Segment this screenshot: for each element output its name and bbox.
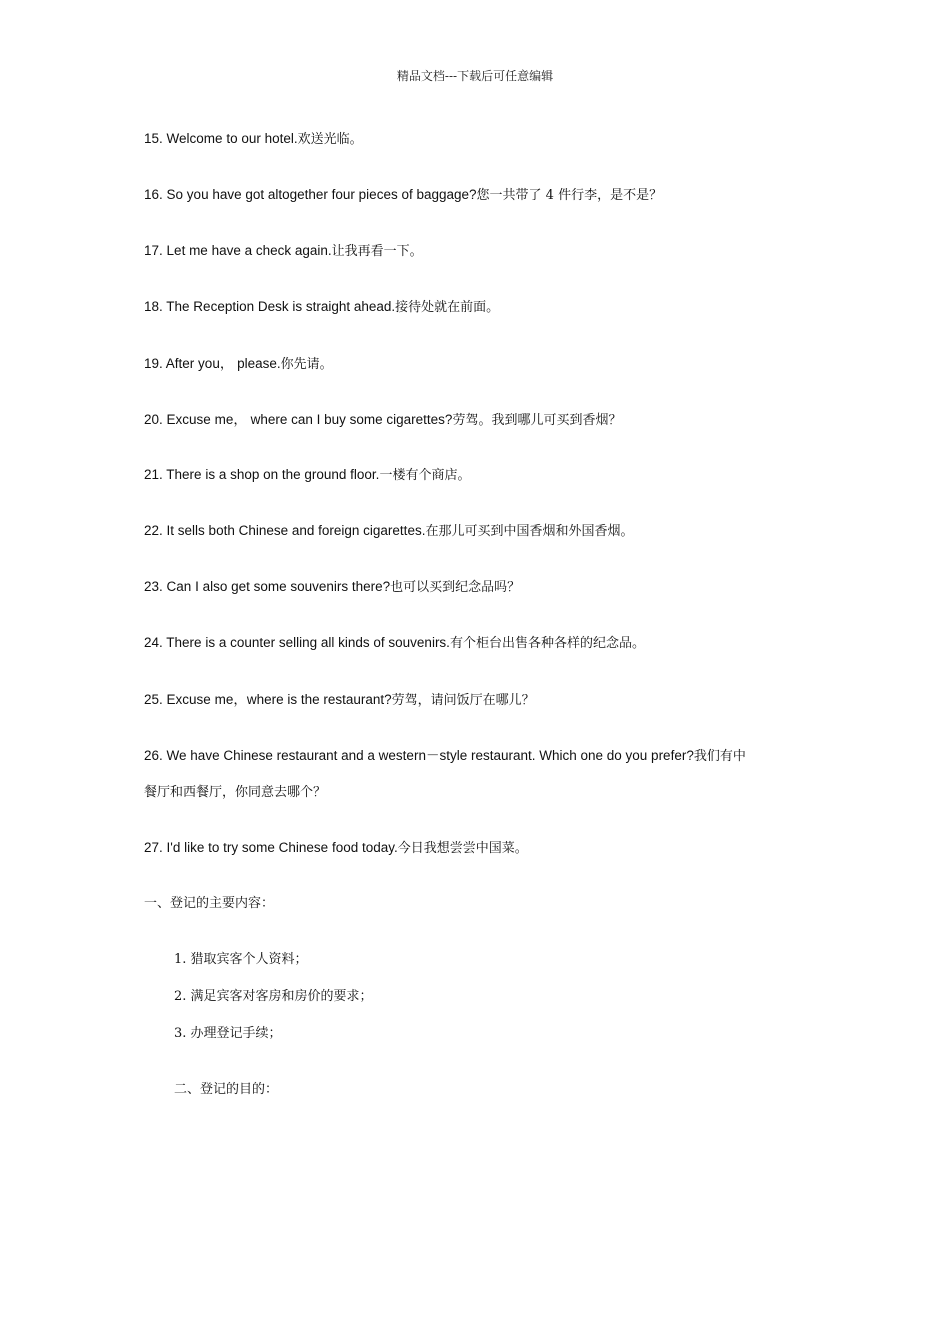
phrase-number: 23. xyxy=(144,579,163,594)
phrase-english: Let me have a check again. xyxy=(166,243,332,258)
phrase-line xyxy=(144,632,645,651)
phrase-line xyxy=(144,781,326,800)
phrase-english: Excuse me，where is the restaurant? xyxy=(166,692,392,707)
phrase-line xyxy=(144,184,662,203)
phrase-number: 19. xyxy=(144,356,163,371)
section-list-item: 1. 猎取宾客个人资料； xyxy=(174,952,308,967)
phrase-number: 25. xyxy=(144,692,163,707)
phrase-line xyxy=(144,520,633,539)
phrase-chinese: 我们有中 xyxy=(693,749,746,764)
phrase-line xyxy=(144,744,746,764)
phrase-chinese: 也可以买到纪念品吗？ xyxy=(390,580,521,595)
phrase-number: 21. xyxy=(144,467,163,482)
phrase-number: 27. xyxy=(144,840,163,855)
phrase-number: 17. xyxy=(144,243,163,258)
phrase-english: So you have got altogether four pieces of baggage? xyxy=(166,187,477,202)
phrase-english: The Reception Desk is straight ahead. xyxy=(166,299,396,314)
phrase-number: 18. xyxy=(144,299,163,314)
phrase-number: 16. xyxy=(144,187,163,202)
phrase-chinese: 您一共带了 4 件行李，是不是？ xyxy=(476,188,663,203)
phrase-chinese: 劳驾，请问饭厅在哪儿？ xyxy=(391,693,535,708)
phrase-chinese: 劳驾。我到哪儿可买到香烟？ xyxy=(452,413,622,428)
phrase-chinese: 餐厅和西餐厅，你同意去哪个？ xyxy=(144,785,327,800)
phrase-line xyxy=(144,296,499,315)
phrase-number: 22. xyxy=(144,523,163,538)
phrase-english: We have Chinese restaurant and a western－style restaurant. Which one do you prefer? xyxy=(166,748,694,763)
phrase-line xyxy=(144,576,520,595)
phrase-line xyxy=(144,688,535,708)
phrase-line xyxy=(144,464,470,483)
page-header: 精品文档---下载后可任意编辑 xyxy=(396,69,554,83)
section-list-item: 3. 办理登记手续； xyxy=(174,1026,282,1041)
phrase-english: There is a counter selling all kinds of souvenirs. xyxy=(166,635,450,650)
phrase-line xyxy=(144,352,333,372)
phrase-number: 20. xyxy=(144,412,163,427)
phrase-english: I'd like to try some Chinese food today. xyxy=(166,840,398,855)
phrase-line xyxy=(144,240,423,259)
phrase-line xyxy=(144,128,363,147)
section-list-item: 2. 满足宾客对客房和房价的要求； xyxy=(174,989,373,1004)
section-heading: 一、登记的主要内容： xyxy=(144,896,275,911)
phrase-number: 24. xyxy=(144,635,163,650)
phrase-english: Can I also get some souvenirs there? xyxy=(166,579,391,594)
phrase-chinese: 你先请。 xyxy=(280,357,333,372)
phrase-english: Welcome to our hotel. xyxy=(166,131,298,146)
phrase-line xyxy=(144,837,528,856)
phrase-english: It sells both Chinese and foreign cigarettes. xyxy=(166,523,426,538)
phrase-chinese: 一楼有个商店。 xyxy=(379,468,471,483)
phrase-chinese: 有个柜台出售各种各样的纪念品。 xyxy=(449,636,645,651)
phrase-chinese: 今日我想尝尝中国菜。 xyxy=(397,841,528,856)
phrase-chinese: 欢送光临。 xyxy=(297,132,363,147)
phrase-chinese: 让我再看一下。 xyxy=(331,244,423,259)
phrase-number: 26. xyxy=(144,748,163,763)
phrase-line xyxy=(144,408,621,428)
phrase-chinese: 接待处就在前面。 xyxy=(395,300,500,315)
phrase-english: Excuse me， where can I buy some cigarettes? xyxy=(166,412,453,427)
phrase-number: 15. xyxy=(144,131,163,146)
phrase-chinese: 在那儿可买到中国香烟和外国香烟。 xyxy=(425,524,634,539)
section-heading: 二、登记的目的： xyxy=(174,1082,279,1097)
phrase-english: There is a shop on the ground floor. xyxy=(166,467,380,482)
phrase-english: After you， please. xyxy=(165,356,281,371)
